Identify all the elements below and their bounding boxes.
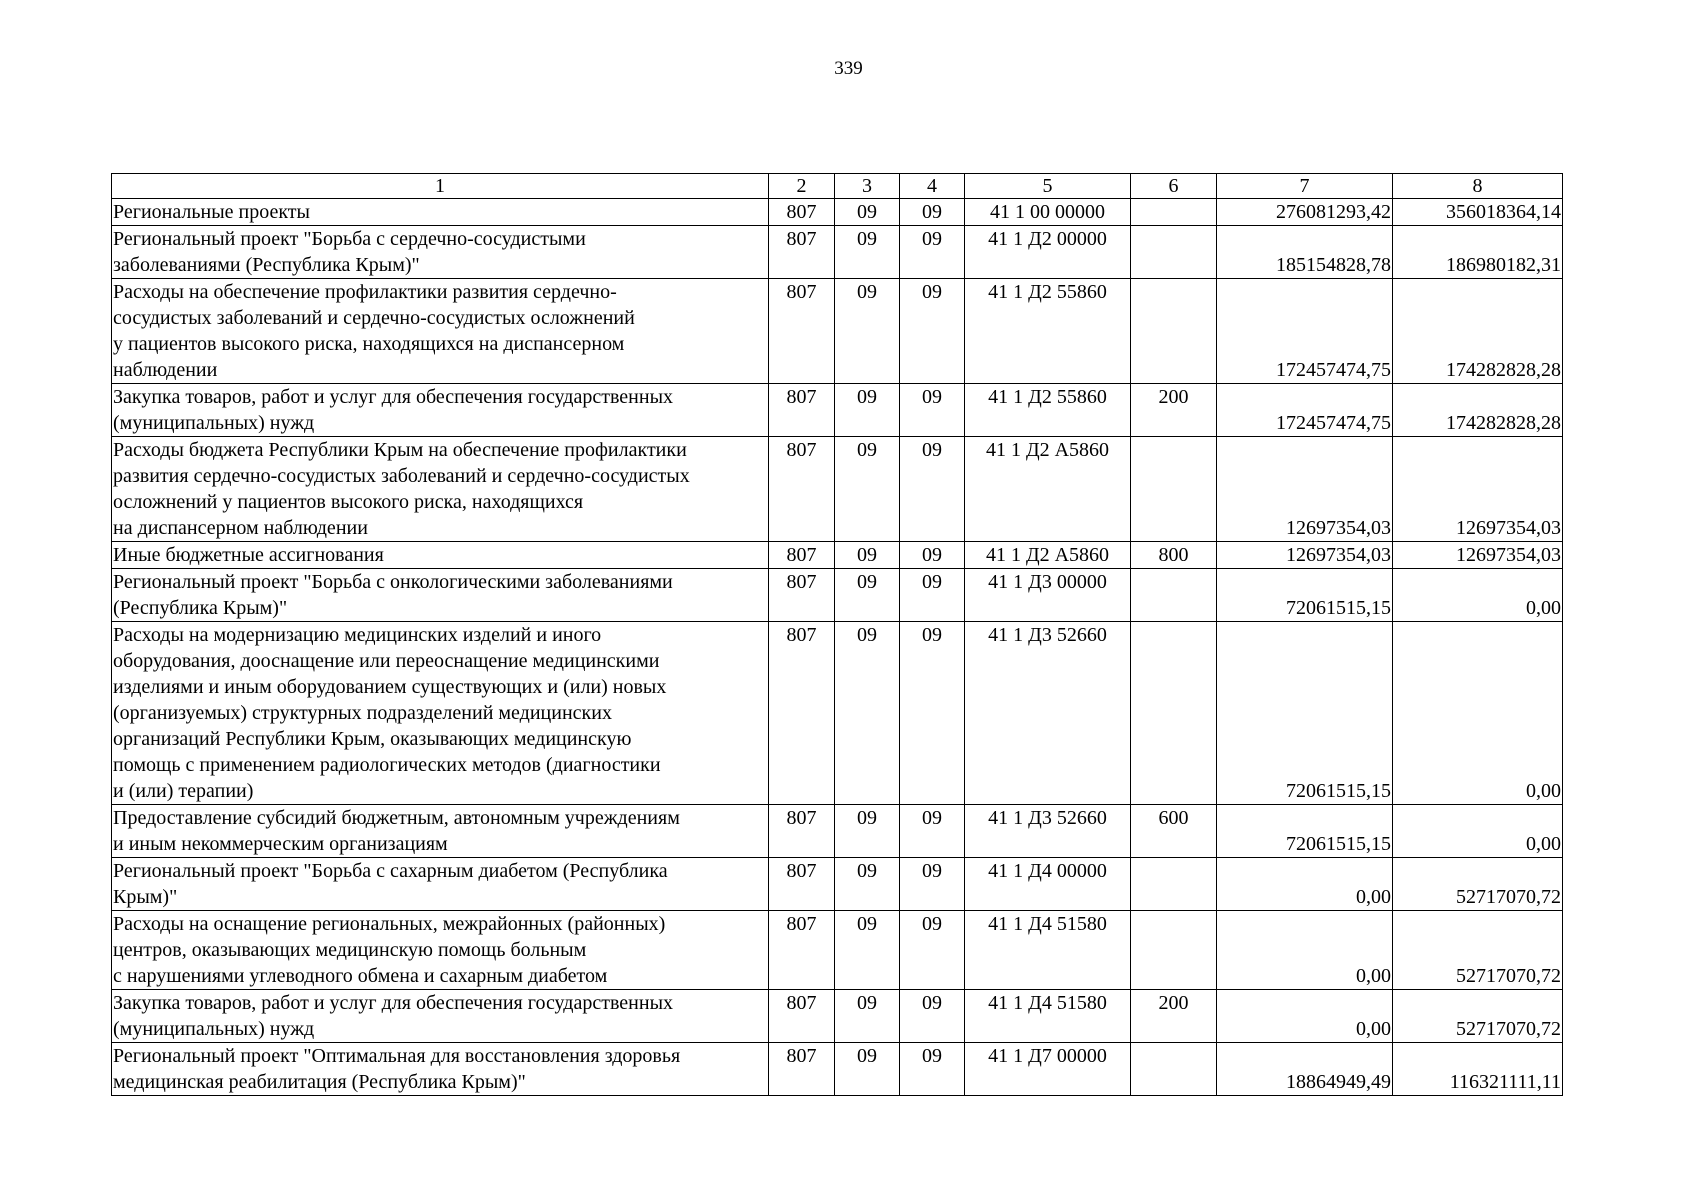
amount-year-1: 172457474,75 <box>1217 279 1393 384</box>
target-article-code: 41 1 Д2 00000 <box>965 226 1131 279</box>
table-row <box>112 226 1563 279</box>
column-header: 6 <box>1131 174 1217 199</box>
amount-year-1: 12697354,03 <box>1217 437 1393 542</box>
subsection-code: 09 <box>900 622 965 805</box>
amount-year-1: 18864949,49 <box>1217 1043 1393 1096</box>
amount-year-1: 0,00 <box>1217 990 1393 1043</box>
table-row <box>112 858 1563 911</box>
expense-type-code <box>1131 911 1217 990</box>
ministry-code: 807 <box>769 199 835 226</box>
amount-year-2: 0,00 <box>1393 805 1563 858</box>
subsection-code: 09 <box>900 279 965 384</box>
column-header: 2 <box>769 174 835 199</box>
expense-type-code: 800 <box>1131 542 1217 569</box>
amount-year-2: 174282828,28 <box>1393 279 1563 384</box>
expense-type-code: 200 <box>1131 990 1217 1043</box>
section-code: 09 <box>835 437 900 542</box>
ministry-code: 807 <box>769 569 835 622</box>
ministry-code: 807 <box>769 437 835 542</box>
target-article-code: 41 1 00 00000 <box>965 199 1131 226</box>
column-header: 5 <box>965 174 1131 199</box>
ministry-code: 807 <box>769 542 835 569</box>
ministry-code: 807 <box>769 384 835 437</box>
expense-type-code <box>1131 1043 1217 1096</box>
row-description: Расходы на модернизацию медицинских изделий и иного оборудования, дооснащение или переоснащение медицинскими изделиями и иным оборудованием существующих и (или) новых (организуемых) структурных подразделений медицинских организаций Республики Крым, оказывающих медицинскую помощь с применением радиологических методов (диагностики и (или) терапии) <box>112 622 769 805</box>
subsection-code: 09 <box>900 911 965 990</box>
amount-year-1: 185154828,78 <box>1217 226 1393 279</box>
subsection-code: 09 <box>900 569 965 622</box>
subsection-code: 09 <box>900 805 965 858</box>
ministry-code: 807 <box>769 911 835 990</box>
amount-year-1: 172457474,75 <box>1217 384 1393 437</box>
row-description: Региональный проект "Оптимальная для восстановления здоровья медицинская реабилитация (Республика Крым)" <box>112 1043 769 1096</box>
expense-type-code <box>1131 226 1217 279</box>
page-number: 339 <box>834 58 863 79</box>
amount-year-1: 276081293,42 <box>1217 199 1393 226</box>
ministry-code: 807 <box>769 226 835 279</box>
target-article-code: 41 1 Д4 51580 <box>965 990 1131 1043</box>
target-article-code: 41 1 Д2 А5860 <box>965 542 1131 569</box>
row-description: Региональный проект "Борьба с сердечно-сосудистыми заболеваниями (Республика Крым)" <box>112 226 769 279</box>
row-description: Региональный проект "Борьба с онкологическими заболеваниями (Республика Крым)" <box>112 569 769 622</box>
section-code: 09 <box>835 990 900 1043</box>
budget-table <box>111 173 1563 1096</box>
expense-type-code <box>1131 569 1217 622</box>
section-code: 09 <box>835 805 900 858</box>
section-code: 09 <box>835 199 900 226</box>
amount-year-2: 12697354,03 <box>1393 542 1563 569</box>
row-description: Региональные проекты <box>112 199 769 226</box>
target-article-code: 41 1 Д3 00000 <box>965 569 1131 622</box>
amount-year-1: 72061515,15 <box>1217 805 1393 858</box>
subsection-code: 09 <box>900 858 965 911</box>
amount-year-2: 116321111,11 <box>1393 1043 1563 1096</box>
amount-year-1: 0,00 <box>1217 858 1393 911</box>
amount-year-2: 52717070,72 <box>1393 858 1563 911</box>
subsection-code: 09 <box>900 542 965 569</box>
column-header: 4 <box>900 174 965 199</box>
target-article-code: 41 1 Д2 А5860 <box>965 437 1131 542</box>
section-code: 09 <box>835 279 900 384</box>
row-description: Иные бюджетные ассигнования <box>112 542 769 569</box>
expense-type-code <box>1131 199 1217 226</box>
ministry-code: 807 <box>769 622 835 805</box>
subsection-code: 09 <box>900 1043 965 1096</box>
amount-year-2: 186980182,31 <box>1393 226 1563 279</box>
amount-year-2: 174282828,28 <box>1393 384 1563 437</box>
column-number-row <box>112 174 1563 199</box>
table-row <box>112 622 1563 805</box>
expense-type-code <box>1131 279 1217 384</box>
target-article-code: 41 1 Д7 00000 <box>965 1043 1131 1096</box>
expense-type-code: 200 <box>1131 384 1217 437</box>
table-row <box>112 437 1563 542</box>
subsection-code: 09 <box>900 990 965 1043</box>
ministry-code: 807 <box>769 990 835 1043</box>
amount-year-1: 0,00 <box>1217 911 1393 990</box>
row-description: Закупка товаров, работ и услуг для обеспечения государственных (муниципальных) нужд <box>112 384 769 437</box>
amount-year-2: 52717070,72 <box>1393 911 1563 990</box>
target-article-code: 41 1 Д4 51580 <box>965 911 1131 990</box>
table-row <box>112 569 1563 622</box>
section-code: 09 <box>835 622 900 805</box>
table-row <box>112 279 1563 384</box>
ministry-code: 807 <box>769 1043 835 1096</box>
column-header: 7 <box>1217 174 1393 199</box>
amount-year-2: 52717070,72 <box>1393 990 1563 1043</box>
section-code: 09 <box>835 542 900 569</box>
expense-type-code <box>1131 622 1217 805</box>
table-row <box>112 805 1563 858</box>
target-article-code: 41 1 Д4 00000 <box>965 858 1131 911</box>
amount-year-1: 12697354,03 <box>1217 542 1393 569</box>
row-description: Расходы бюджета Республики Крым на обеспечение профилактики развития сердечно-сосудистых заболеваний и сердечно-сосудистых осложнений у пациентов высокого риска, находящихся на диспансерном наблюдении <box>112 437 769 542</box>
section-code: 09 <box>835 858 900 911</box>
section-code: 09 <box>835 1043 900 1096</box>
column-header: 8 <box>1393 174 1563 199</box>
target-article-code: 41 1 Д2 55860 <box>965 279 1131 384</box>
ministry-code: 807 <box>769 279 835 384</box>
amount-year-2: 12697354,03 <box>1393 437 1563 542</box>
expense-type-code <box>1131 858 1217 911</box>
section-code: 09 <box>835 226 900 279</box>
column-header: 1 <box>112 174 769 199</box>
table-row <box>112 384 1563 437</box>
subsection-code: 09 <box>900 199 965 226</box>
target-article-code: 41 1 Д2 55860 <box>965 384 1131 437</box>
section-code: 09 <box>835 569 900 622</box>
table-row <box>112 1043 1563 1096</box>
row-description: Расходы на обеспечение профилактики развития сердечно- сосудистых заболеваний и сердечно-сосудистых осложнений у пациентов высокого риска, находящихся на диспансерном наблюдении <box>112 279 769 384</box>
expense-type-code <box>1131 437 1217 542</box>
ministry-code: 807 <box>769 858 835 911</box>
amount-year-1: 72061515,15 <box>1217 569 1393 622</box>
subsection-code: 09 <box>900 437 965 542</box>
row-description: Расходы на оснащение региональных, межрайонных (районных) центров, оказывающих медицинскую помощь больным с нарушениями углеводного обмена и сахарным диабетом <box>112 911 769 990</box>
target-article-code: 41 1 Д3 52660 <box>965 622 1131 805</box>
amount-year-2: 0,00 <box>1393 622 1563 805</box>
table-row <box>112 990 1563 1043</box>
table-row <box>112 199 1563 226</box>
table-row <box>112 911 1563 990</box>
row-description: Закупка товаров, работ и услуг для обеспечения государственных (муниципальных) нужд <box>112 990 769 1043</box>
section-code: 09 <box>835 384 900 437</box>
amount-year-1: 72061515,15 <box>1217 622 1393 805</box>
amount-year-2: 356018364,14 <box>1393 199 1563 226</box>
row-description: Предоставление субсидий бюджетным, автономным учреждениям и иным некоммерческим организациям <box>112 805 769 858</box>
expense-type-code: 600 <box>1131 805 1217 858</box>
subsection-code: 09 <box>900 384 965 437</box>
table-body <box>112 174 1563 1096</box>
column-header: 3 <box>835 174 900 199</box>
row-description: Региональный проект "Борьба с сахарным диабетом (Республика Крым)" <box>112 858 769 911</box>
amount-year-2: 0,00 <box>1393 569 1563 622</box>
ministry-code: 807 <box>769 805 835 858</box>
table-row <box>112 542 1563 569</box>
target-article-code: 41 1 Д3 52660 <box>965 805 1131 858</box>
section-code: 09 <box>835 911 900 990</box>
subsection-code: 09 <box>900 226 965 279</box>
